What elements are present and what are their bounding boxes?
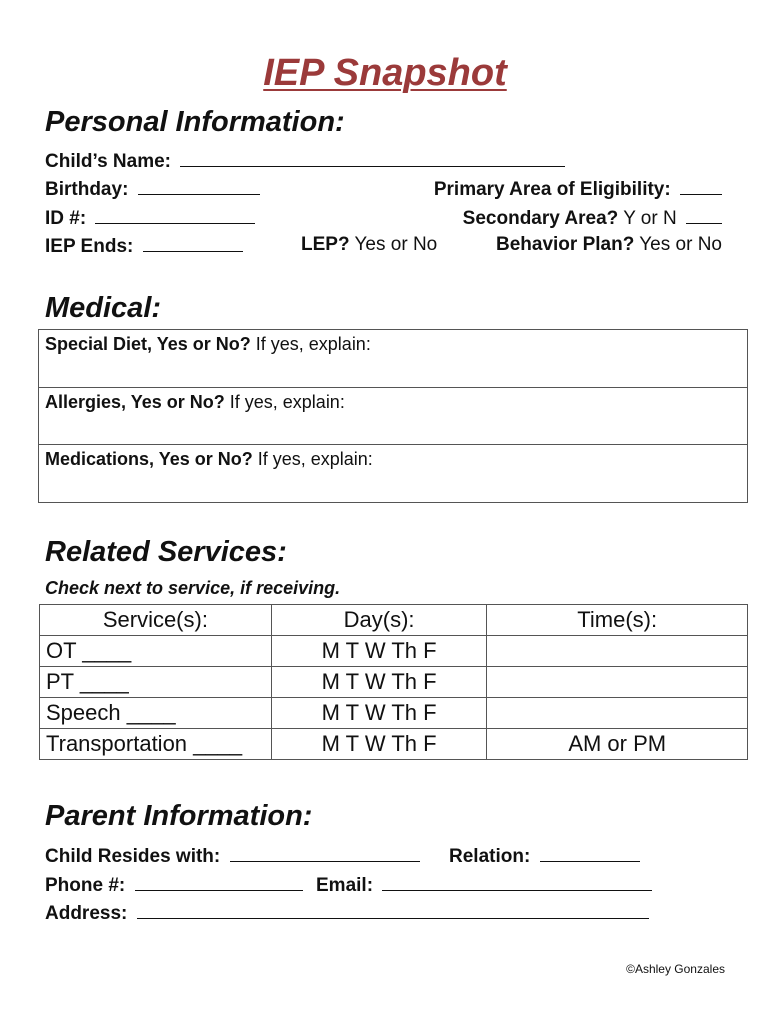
address-label: Address: [45,903,128,924]
secondary-area-label: Secondary Area? [462,208,619,229]
resides-field [45,843,420,869]
resides-blank[interactable] [230,843,420,862]
days-cell[interactable]: M T W Th F [271,729,487,760]
service-cell[interactable]: PT ____ [40,667,272,698]
email-label: Email: [316,875,374,896]
copyright-footer: ©Ashley Gonzales [626,962,725,976]
services-header-time: Time(s): [487,605,748,636]
id-blank[interactable] [95,205,255,224]
primary-area-field [434,176,722,202]
iep-ends-blank[interactable] [143,233,243,252]
time-cell[interactable] [487,698,748,729]
secondary-area-field [463,205,722,231]
medical-box [38,329,748,503]
time-cell[interactable]: AM or PM [487,729,748,760]
iep-ends-field [45,233,243,259]
birthday-field [45,176,260,202]
time-cell[interactable] [487,636,748,667]
services-header-row [40,605,748,636]
relation-field [449,843,640,869]
resides-label: Child Resides with: [45,846,221,867]
parent-info-heading: Parent Information: [45,800,313,832]
phone-label: Phone #: [45,875,126,896]
medications-hint: If yes, explain: [257,449,373,469]
days-cell[interactable]: M T W Th F [271,667,487,698]
id-label: ID #: [45,208,87,229]
medications-label: Medications, Yes or No? [45,449,253,469]
table-row [40,667,748,698]
services-header-service: Service(s): [40,605,272,636]
childs-name-blank[interactable] [180,148,565,167]
services-table [39,604,748,760]
medical-row-allergies[interactable] [39,388,747,445]
medical-heading: Medical: [45,292,162,324]
relation-blank[interactable] [540,843,640,862]
service-cell[interactable]: Transportation ____ [40,729,272,760]
address-field [45,900,649,926]
phone-field [45,872,303,898]
table-row [40,698,748,729]
behavior-plan-field [496,233,722,257]
allergies-hint: If yes, explain: [229,392,345,412]
diet-hint: If yes, explain: [255,334,371,354]
table-row [40,729,748,760]
days-cell[interactable]: M T W Th F [271,636,487,667]
iep-ends-label: IEP Ends: [45,236,134,257]
id-field [45,205,255,231]
behavior-plan-label: Behavior Plan? [495,234,635,255]
diet-label: Special Diet, Yes or No? [45,334,251,354]
medical-row-diet[interactable] [39,330,747,388]
page-title: IEP Snapshot [263,52,507,94]
days-cell[interactable]: M T W Th F [271,698,487,729]
phone-blank[interactable] [135,872,303,891]
lep-field [301,233,437,257]
service-cell[interactable]: Speech ____ [40,698,272,729]
table-row [40,636,748,667]
address-blank[interactable] [137,900,649,919]
relation-label: Relation: [449,846,531,867]
service-cell[interactable]: OT ____ [40,636,272,667]
secondary-area-value: Y or N [623,208,677,229]
childs-name-label: Child’s Name: [45,151,171,172]
primary-area-blank[interactable] [680,176,722,195]
lep-label: LEP? [301,234,350,255]
birthday-blank[interactable] [138,176,260,195]
email-blank[interactable] [382,872,652,891]
services-header-days: Day(s): [271,605,487,636]
allergies-label: Allergies, Yes or No? [45,392,225,412]
medical-row-medications[interactable] [39,445,747,501]
primary-area-label: Primary Area of Eligibility: [433,179,671,200]
secondary-area-blank[interactable] [686,205,722,224]
birthday-label: Birthday: [45,179,129,200]
behavior-plan-value: Yes or No [639,234,722,255]
related-services-instruction: Check next to service, if receiving. [45,578,341,598]
personal-info-heading: Personal Information: [45,106,345,138]
childs-name-field [45,148,565,174]
email-field [316,872,652,898]
time-cell[interactable] [487,667,748,698]
lep-value: Yes or No [354,234,438,255]
related-services-heading: Related Services: [45,536,287,568]
